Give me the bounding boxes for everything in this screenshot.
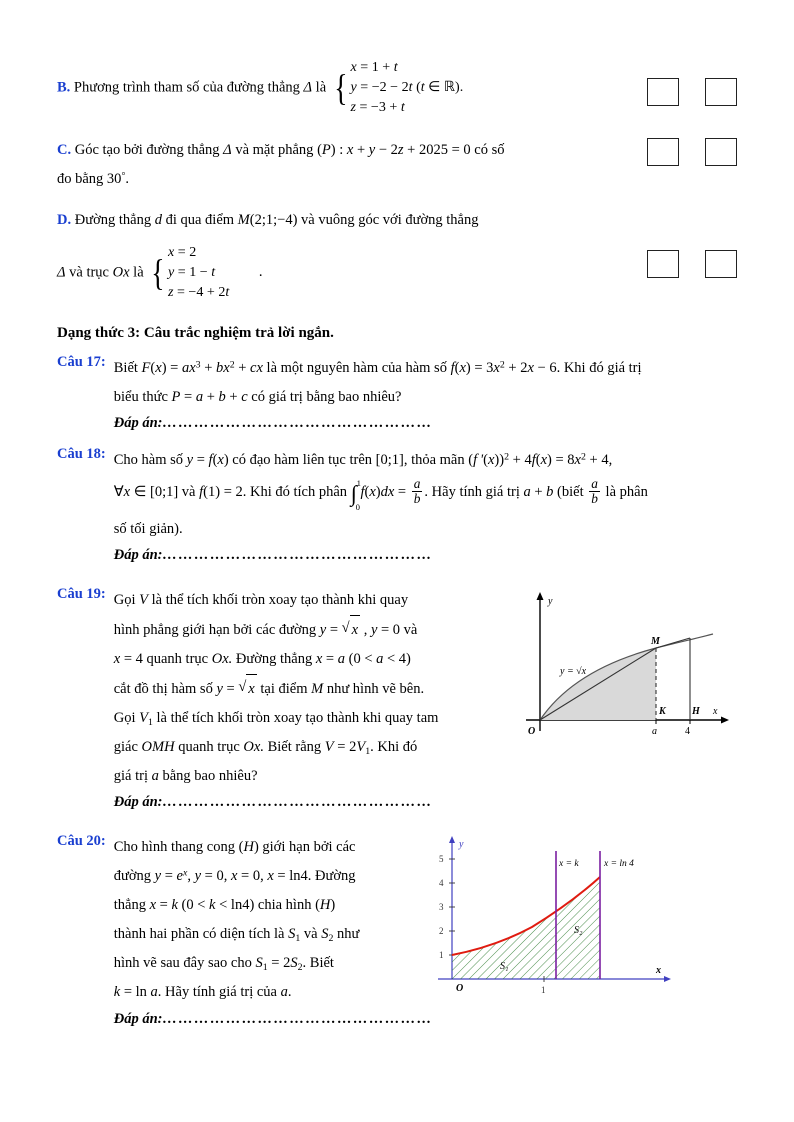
option-c-answer-boxes (647, 138, 737, 166)
tick-4: 4 (684, 725, 690, 737)
answer-dots[interactable]: …………………………………………… (162, 546, 433, 563)
question-20-label: Câu 20: (57, 832, 106, 849)
answer-label: Đáp án: (113, 793, 163, 810)
option-b (57, 58, 737, 122)
point-label-k: K (658, 705, 666, 717)
x-tick-1: 1 (540, 984, 546, 995)
question-20-line2: đường $y = e^x$, y = 0, x = 0, x = ln4. Đường (113, 867, 356, 884)
question-19-line1: Gọi V là thể tích khối tròn xoay tạo thành khi quay (113, 591, 409, 608)
option-d-answer-boxes (647, 250, 737, 278)
question-17 (57, 354, 737, 432)
question-20-answer (114, 1011, 737, 1028)
question-17-line2: biểu thức P = a + b + c có giá trị bằng bao nhiêu? (113, 388, 402, 405)
option-d-text-line2: Δ và trục Ox là (57, 264, 144, 281)
question-19-answer (114, 794, 738, 811)
question-20-line6: k = ln a. Hãy tính giá trị của a. (113, 983, 292, 1000)
question-19-line5: Gọi $V_1$ là thể tích khối tròn xoay tạo thành khi quay tam (113, 709, 439, 728)
option-d-system: { x = 2 y = 1 − t z = −4 + 2t (151, 244, 230, 300)
origin-label: O (527, 725, 535, 737)
tick-a: a (651, 725, 657, 737)
question-19 (57, 586, 737, 811)
y-tick-1: 1 (438, 949, 444, 960)
answer-box-true[interactable] (647, 138, 679, 166)
question-19-line6: giác OMH quanh trục Ox. Biết rằng $V = 2V_1$. Khi đó (113, 738, 418, 757)
area-label-s2: S₂ (573, 924, 583, 936)
question-19-label: Câu 19: (57, 585, 106, 602)
option-d-text-line1: Đường thẳng d đi qua điểm M(2;1;−4) và vuông góc với đường thẳng (74, 212, 479, 228)
answer-dots[interactable]: …………………………………………… (162, 414, 433, 431)
y-tick-4: 4 (438, 877, 444, 888)
answer-box-true[interactable] (647, 78, 679, 106)
option-b-text: Phương trình tham số của đường thẳng Δ là (73, 79, 327, 96)
option-d-letter: D. (57, 212, 72, 228)
question-18-line2: ∀x ∈ [0;1] và f(1) = 2. Khi đó tích phân ∫ 1 0 f(x)dx = $\frac{a}{b}$ . Hãy tính giá trị a + b (biết $\frac{a}{b}$ là phân (113, 475, 648, 512)
question-18-answer (114, 547, 737, 564)
curve-label-sqrt: y = √x (559, 665, 586, 677)
origin-label: O (455, 982, 463, 994)
point-label-h: H (691, 705, 700, 717)
answer-label: Đáp án: (113, 414, 163, 431)
answer-label: Đáp án: (113, 546, 163, 563)
question-19-line4: cắt đồ thị hàm số y = √ x tại điểm M như hình vẽ bên. (114, 674, 494, 704)
answer-box-false[interactable] (705, 250, 737, 278)
option-c-letter: C. (57, 142, 72, 158)
line-label-k: x = k (558, 858, 579, 869)
answer-box-false[interactable] (705, 78, 737, 106)
question-20-line4: thành hai phần có diện tích là $S_1$ và $S_2$ như (113, 925, 360, 944)
answer-dots[interactable]: …………………………………………… (162, 793, 433, 810)
point-label-m: M (650, 635, 660, 647)
option-c-text-line1: Góc tạo bởi đường thẳng Δ và mặt phẳng (P) : x + y − 2z + 2025 = 0 có số (74, 142, 505, 158)
question-19-line2: hình phẳng giới hạn bởi các đường y = √ x , y = 0 và (114, 615, 494, 645)
brace-icon: { (333, 67, 348, 109)
axis-label-x: x (712, 705, 718, 717)
question-17-label: Câu 17: (57, 353, 106, 370)
question-20-line1: Cho hình thang cong (H) giới hạn bởi các (113, 838, 356, 855)
y-tick-3: 3 (438, 901, 444, 912)
option-b-letter: B. (57, 79, 71, 96)
option-d: D. Đường thẳng d đi qua điểm M(2;1;−4) và vuông góc với đường thẳng Δ và trục Ox là { x = 2 y = 1 − t z = −4 + 2t . (57, 206, 737, 303)
question-18-label: Câu 18: (57, 445, 106, 462)
figure-question-20 (428, 833, 678, 1008)
question-19-line3: x = 4 quanh trục Ox. Đường thẳng x = a (0 < a < 4) (113, 650, 411, 667)
question-20-line5: hình vẽ sau đây sao cho $S_1 = 2S_2$. Biết (113, 954, 334, 973)
option-b-answer-boxes (647, 78, 737, 106)
question-18-line3: số tối giản). (113, 520, 183, 537)
section-title: Dạng thức 3: Câu trắc nghiệm trả lời ngắn. (57, 324, 334, 341)
question-18-line1: Cho hàm số y = f(x) có đạo hàm liên tục trên [0;1], thỏa mãn (f '$(x))^2 + 4f(x) = 8x^2 + 4$, (113, 451, 613, 468)
figure-question-19 (508, 586, 738, 756)
answer-box-true[interactable] (647, 250, 679, 278)
document-content (57, 58, 737, 1028)
question-17-line1: Biết $F(x) = ax^3 + bx^2$ + cx là một nguyên hàm của hàm số $f(x) = 3x^2 + 2x - 6$. Khi đó giá trị (113, 359, 642, 376)
answer-box-false[interactable] (705, 138, 737, 166)
axis-label-y: y (547, 595, 553, 607)
line-label-ln4: x = ln 4 (603, 858, 634, 869)
question-17-answer (114, 415, 737, 432)
answer-dots[interactable]: …………………………………………… (162, 1010, 433, 1027)
area-label-s1: S₁ (499, 960, 509, 972)
axis-label-x: x (655, 964, 661, 976)
y-tick-5: 5 (438, 853, 444, 864)
brace-icon: { (151, 252, 165, 294)
answer-label: Đáp án: (113, 1010, 163, 1027)
question-18 (57, 446, 737, 564)
option-c-text-line2: đo bằng 30°. (57, 170, 129, 187)
question-19-line7: giá trị a bằng bao nhiêu? (113, 767, 258, 784)
y-tick-2: 2 (438, 925, 444, 936)
question-20 (57, 833, 737, 1028)
question-20-line3: thẳng x = k (0 < k < ln4) chia hình (H) (113, 896, 336, 913)
option-c (57, 136, 737, 194)
axis-label-y: y (458, 838, 464, 850)
option-b-system: { x = 1 + t y = −2 − 2t (t ∈ ℝ). z = −3 + t (333, 59, 464, 115)
